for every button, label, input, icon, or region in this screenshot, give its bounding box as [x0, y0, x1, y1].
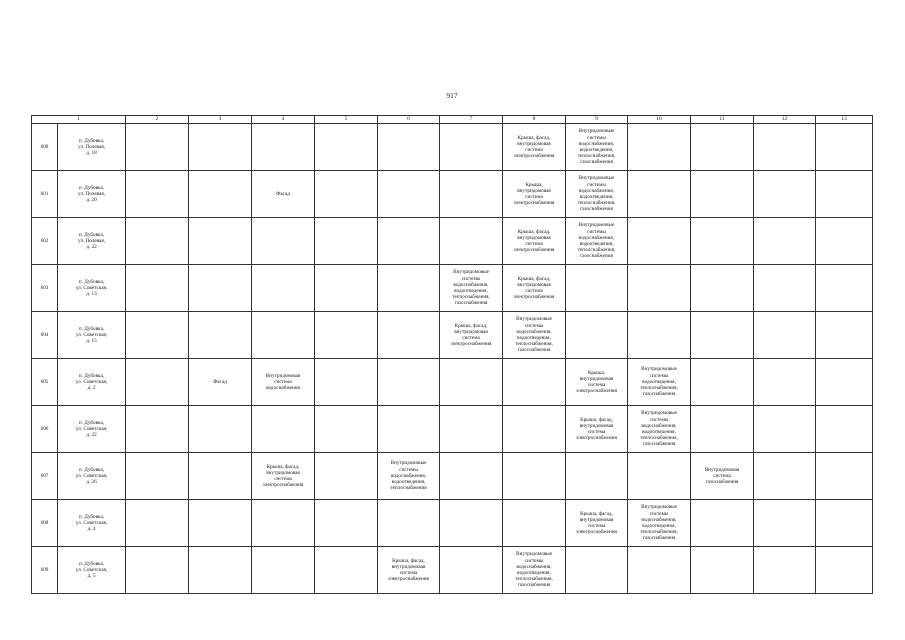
- cell-text: Внутридомовая система водоснабжения: [265, 372, 301, 392]
- work-cell: [126, 124, 189, 171]
- cell-text: 601: [40, 190, 49, 197]
- work-cell: [189, 547, 252, 594]
- work-cell: [754, 218, 816, 265]
- page-number: 917: [446, 91, 458, 100]
- work-cell: [378, 218, 440, 265]
- table-row: [32, 265, 873, 312]
- cell-text: 602: [40, 237, 49, 244]
- work-cell: [378, 406, 440, 453]
- work-cell: [315, 124, 378, 171]
- table-row: [32, 406, 873, 453]
- work-cell: [816, 406, 873, 453]
- address-cell: [58, 406, 126, 453]
- cell-text: 607: [40, 472, 49, 479]
- cell-text: п. Дубовка, ул. Советская, д. 26: [75, 466, 108, 486]
- cell-text: Внутридомовые системы водоснабжения, водоотведения, теплоснабжения, газоснабжения: [577, 128, 616, 166]
- work-cell: [440, 453, 503, 500]
- work-cell: [252, 312, 315, 359]
- cell-text: п. Дубовка, ул. Советская, д. 13: [75, 278, 108, 298]
- table-row: [32, 218, 873, 265]
- cell-text: Внутридомовые системы водоотведения, теплоснабжения, газоснабжения: [640, 366, 678, 398]
- work-cell: [754, 500, 816, 547]
- work-cell: [189, 265, 252, 312]
- cell-text: Крыша, фасад, внутридомовая система электроснабжения: [513, 275, 555, 301]
- address-cell: [58, 218, 126, 265]
- cell-text: 606: [40, 425, 49, 432]
- cell-text: п. Дубовка, ул. Советская, д. 4: [75, 513, 108, 533]
- work-cell: [754, 453, 816, 500]
- work-cell: [754, 265, 816, 312]
- work-cell: [503, 171, 566, 218]
- work-cell: [378, 547, 440, 594]
- row-number-cell: [32, 547, 58, 594]
- table-row: [32, 171, 873, 218]
- row-number-cell: [32, 500, 58, 547]
- work-cell: [816, 218, 873, 265]
- table-row: [32, 500, 873, 547]
- row-number-cell: [32, 124, 58, 171]
- work-cell: [252, 547, 315, 594]
- work-cell: [252, 265, 315, 312]
- address-cell: [58, 500, 126, 547]
- work-cell: [440, 124, 503, 171]
- cell-text: п. Дубовка, ул. Советская, д. 15: [75, 325, 108, 345]
- work-cell: [628, 453, 691, 500]
- work-cell: [628, 171, 691, 218]
- work-cell: [440, 218, 503, 265]
- work-cell: [378, 265, 440, 312]
- work-cell: [252, 171, 315, 218]
- cell-text: Внутридомовые системы водоснабжения, водоотведения, теплоснабжения, газоснабжения: [452, 269, 490, 307]
- cell-text: Внутридомовая система газоснабжения: [704, 466, 740, 486]
- work-cell: [252, 359, 315, 406]
- column-header: 13: [816, 116, 873, 124]
- work-cell: [566, 218, 628, 265]
- work-cell: [816, 359, 873, 406]
- table-row: [32, 359, 873, 406]
- cell-text: Крыша, фасад, внутридомовая система электроснабжения: [576, 510, 617, 536]
- cell-text: п. Дубовка, ул. Советская, д. 2: [75, 372, 108, 392]
- work-cell: [503, 265, 566, 312]
- work-cell: [503, 124, 566, 171]
- cell-text: Крыша, фасад, внутридомовая система электроснабжения: [513, 228, 555, 254]
- address-cell: [58, 124, 126, 171]
- work-cell: [126, 547, 189, 594]
- address-cell: [58, 453, 126, 500]
- work-cell: [691, 218, 754, 265]
- work-cell: [126, 218, 189, 265]
- cell-text: 609: [40, 566, 49, 573]
- work-cell: [691, 500, 754, 547]
- work-cell: [691, 453, 754, 500]
- work-cell: [566, 124, 628, 171]
- cell-text: Внутридомовые системы водоснабжения, водоотведения, теплоснабжения, газоснабжения: [515, 316, 553, 354]
- work-cell: [315, 312, 378, 359]
- cell-text: Внутридомовые системы водоснабжения, водоотведения, теплоснабжения, газоснабжения: [515, 551, 553, 589]
- work-cell: [503, 312, 566, 359]
- column-header: 2: [126, 116, 189, 124]
- work-cell: [754, 359, 816, 406]
- work-cell: [378, 312, 440, 359]
- work-cell: [315, 171, 378, 218]
- work-cell: [252, 124, 315, 171]
- table-row: [32, 453, 873, 500]
- cell-text: Крыша, внутридомовая система электроснабжения: [513, 181, 555, 207]
- header-row: [32, 116, 873, 124]
- cell-text: п. Дубовка, ул. Полевая, д. 20: [77, 184, 106, 204]
- row-number-cell: [32, 171, 58, 218]
- work-cell: [126, 265, 189, 312]
- work-cell: [126, 171, 189, 218]
- work-cell: [189, 312, 252, 359]
- work-cell: [440, 359, 503, 406]
- row-number-cell: [32, 406, 58, 453]
- cell-text: Внутридомовые системы водоснабжения, водоотведения, теплоснабжения, газоснабжения: [640, 504, 678, 542]
- column-header: 8: [503, 116, 566, 124]
- cell-text: Крыша, фасад, внутридомовая система электроснабжения: [576, 416, 617, 442]
- cell-text: Крыша, внутридомовая система электроснабжения: [576, 369, 617, 395]
- cell-text: 608: [40, 519, 49, 526]
- work-cell: [315, 453, 378, 500]
- column-header: 4: [252, 116, 315, 124]
- work-cell: [440, 265, 503, 312]
- work-cell: [754, 124, 816, 171]
- table-row: [32, 312, 873, 359]
- work-cell: [189, 406, 252, 453]
- column-header: 10: [628, 116, 691, 124]
- work-cell: [754, 171, 816, 218]
- work-cell: [566, 453, 628, 500]
- work-cell: [315, 359, 378, 406]
- address-cell: [58, 265, 126, 312]
- work-cell: [315, 265, 378, 312]
- work-cell: [566, 312, 628, 359]
- work-cell: [189, 500, 252, 547]
- column-header: 3: [189, 116, 252, 124]
- work-cell: [378, 500, 440, 547]
- column-header: 5: [315, 116, 378, 124]
- work-cell: [628, 500, 691, 547]
- address-cell: [58, 171, 126, 218]
- row-number-cell: [32, 312, 58, 359]
- address-cell: [58, 312, 126, 359]
- work-cell: [252, 500, 315, 547]
- work-cell: [503, 453, 566, 500]
- work-cell: [189, 218, 252, 265]
- work-cell: [503, 218, 566, 265]
- table-row: [32, 124, 873, 171]
- work-cell: [189, 359, 252, 406]
- work-cell: [503, 500, 566, 547]
- work-cell: [566, 171, 628, 218]
- cell-text: Внутридомовые системы водоснабжения, водоотведения, теплоснабжения: [390, 460, 427, 492]
- work-cell: [440, 406, 503, 453]
- work-cell: [754, 547, 816, 594]
- work-cell: [189, 124, 252, 171]
- work-cell: [691, 359, 754, 406]
- cell-text: Внутридомовые системы водоснабжения, водоотведения, теплоснабжения, газоснабжения: [577, 222, 616, 260]
- work-cell: [378, 453, 440, 500]
- work-cell: [252, 406, 315, 453]
- column-header: 6: [378, 116, 440, 124]
- row-number-cell: [32, 359, 58, 406]
- work-cell: [691, 406, 754, 453]
- repair-schedule-table: [31, 115, 873, 594]
- work-cell: [628, 312, 691, 359]
- work-cell: [816, 547, 873, 594]
- cell-text: Фасад: [276, 190, 290, 197]
- cell-text: 605: [40, 378, 49, 385]
- column-header: 7: [440, 116, 503, 124]
- work-cell: [566, 406, 628, 453]
- work-cell: [440, 312, 503, 359]
- cell-text: п. Дубовка, ул. Советская, д. 5: [75, 560, 108, 580]
- table-row: [32, 547, 873, 594]
- work-cell: [628, 406, 691, 453]
- work-cell: [754, 312, 816, 359]
- address-cell: [58, 547, 126, 594]
- cell-text: Фасад: [213, 378, 227, 385]
- work-cell: [691, 171, 754, 218]
- column-header: 11: [691, 116, 754, 124]
- work-cell: [315, 406, 378, 453]
- work-cell: [628, 265, 691, 312]
- work-cell: [566, 265, 628, 312]
- cell-text: п. Дубовка, ул. Советская, д. 22: [75, 419, 108, 439]
- work-cell: [315, 218, 378, 265]
- work-cell: [440, 171, 503, 218]
- work-cell: [628, 547, 691, 594]
- work-cell: [691, 265, 754, 312]
- work-cell: [126, 312, 189, 359]
- cell-text: Крыша, фасад, внутридомовая система электроснабжения: [513, 134, 555, 160]
- row-number-cell: [32, 453, 58, 500]
- work-cell: [126, 500, 189, 547]
- cell-text: Крыша, фасад, внутридомовая система электроснабжения: [262, 463, 304, 489]
- work-cell: [566, 547, 628, 594]
- cell-text: Внутридомовые системы водоснабжения, водоотведения, теплоснабжения, газоснабжения: [577, 175, 616, 213]
- work-cell: [628, 124, 691, 171]
- work-cell: [628, 359, 691, 406]
- work-cell: [816, 500, 873, 547]
- work-cell: [628, 218, 691, 265]
- work-cell: [126, 453, 189, 500]
- address-cell: [58, 359, 126, 406]
- work-cell: [315, 547, 378, 594]
- work-cell: [126, 359, 189, 406]
- work-cell: [440, 500, 503, 547]
- work-cell: [816, 124, 873, 171]
- work-cell: [503, 406, 566, 453]
- row-number-cell: [32, 265, 58, 312]
- cell-text: Крыша, фасад, внутридомовая система электроснабжения: [388, 557, 429, 583]
- work-cell: [252, 453, 315, 500]
- work-cell: [378, 359, 440, 406]
- work-cell: [378, 124, 440, 171]
- work-cell: [566, 359, 628, 406]
- work-cell: [816, 312, 873, 359]
- work-cell: [189, 171, 252, 218]
- cell-text: п. Дубовка, ул. Полевая, д. 18: [77, 137, 106, 157]
- work-cell: [816, 453, 873, 500]
- row-number-cell: [32, 218, 58, 265]
- work-cell: [816, 171, 873, 218]
- work-cell: [126, 406, 189, 453]
- column-header: 9: [566, 116, 628, 124]
- column-header: 1: [32, 116, 126, 124]
- work-cell: [691, 547, 754, 594]
- cell-text: 600: [40, 143, 49, 150]
- work-cell: [691, 312, 754, 359]
- work-cell: [378, 171, 440, 218]
- work-cell: [315, 500, 378, 547]
- work-cell: [440, 547, 503, 594]
- cell-text: п. Дубовка, ул. Полевая, д. 22: [77, 231, 106, 251]
- cell-text: 603: [40, 284, 49, 291]
- column-header: 12: [754, 116, 816, 124]
- cell-text: Внутридомовые системы водоснабжения, водоотведения, теплоснабжения, газоснабжения: [640, 410, 678, 448]
- work-cell: [566, 500, 628, 547]
- work-cell: [691, 124, 754, 171]
- work-cell: [503, 547, 566, 594]
- work-cell: [754, 406, 816, 453]
- cell-text: Крыша, фасад, внутридомовая система электроснабжения: [450, 322, 492, 348]
- work-cell: [816, 265, 873, 312]
- work-cell: [503, 359, 566, 406]
- work-cell: [189, 453, 252, 500]
- cell-text: 604: [40, 331, 49, 338]
- work-cell: [252, 218, 315, 265]
